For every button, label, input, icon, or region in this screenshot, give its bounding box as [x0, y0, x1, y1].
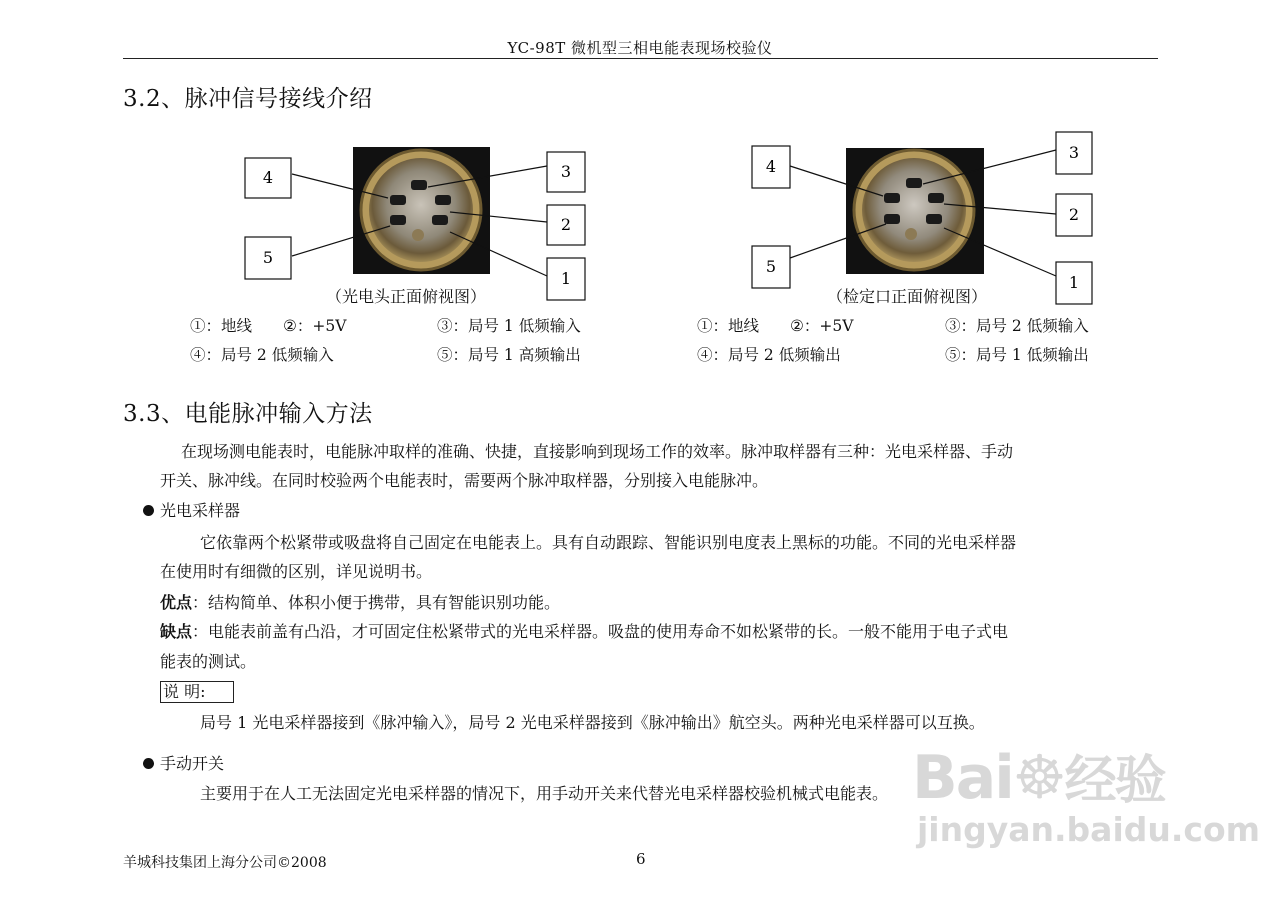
pin-2-shape	[435, 195, 451, 205]
connector-face	[862, 158, 966, 262]
left-legend-pin-4: ④：局号 2 低频输入	[190, 346, 334, 364]
cons-text: ：电能表前盖有凸沿，才可固定住松紧带式的光电采样器。吸盘的使用寿命不如松紧带的长。一般不能用于电子式电	[192, 622, 1009, 641]
label-2: 2	[1068, 205, 1080, 224]
label-4: 4	[262, 168, 274, 187]
paw-icon: ☸	[1012, 743, 1065, 813]
label-3: 3	[560, 162, 572, 181]
intro-paragraph-line-1: 在现场测电能表时，电能脉冲取样的准确、快捷，直接影响到现场工作的效率。脉冲取样器有三种：光电采样器、手动	[181, 442, 1014, 461]
right-legend-pin-2: ②：+5V	[790, 317, 854, 335]
pin-3-shape	[906, 178, 922, 188]
left-legend-pin-3: ③：局号 1 低频输入	[437, 317, 581, 335]
page-header-title: YC-98T 微机型三相电能表现场校验仪	[507, 39, 773, 57]
left-legend-pin-2: ②：+5V	[283, 317, 347, 335]
label-3: 3	[1068, 143, 1080, 162]
pin-4-shape	[390, 195, 406, 205]
section-heading-3-2: 3.2、脉冲信号接线介绍	[123, 86, 373, 112]
left-legend-pin-1: ①：地线	[190, 317, 253, 335]
pros-text: ：结构简单、体积小便于携带，具有智能识别功能。	[192, 593, 561, 612]
label-1: 1	[1068, 273, 1080, 292]
bullet-title: 手动开关	[160, 754, 225, 773]
cons-label: 缺点	[160, 622, 193, 641]
manual-switch-desc: 主要用于在人工无法固定光电采样器的情况下，用手动开关来代替光电采样器校验机械式电能表。	[200, 784, 889, 803]
pin-4-shape	[884, 193, 900, 203]
label-1: 1	[560, 269, 572, 288]
left-connector-diagram	[240, 140, 590, 305]
optical-desc-line-2: 在使用时有细微的区别，详见说明书。	[160, 562, 433, 581]
bullet-icon	[143, 758, 154, 769]
pin-3-shape	[411, 180, 427, 190]
connector-key	[412, 229, 424, 241]
label-4: 4	[765, 157, 777, 176]
bullet-icon	[143, 505, 154, 516]
connector-face	[369, 158, 473, 262]
left-diagram-caption: （光电头正面俯视图）	[326, 287, 487, 306]
label-5: 5	[262, 248, 274, 267]
footer-page-number: 6	[636, 850, 646, 868]
intro-paragraph-line-2: 开关、脉冲线。在同时校验两个电能表时，需要两个脉冲取样器，分别接入电能脉冲。	[160, 471, 769, 490]
watermark-brand: Bai	[912, 743, 1013, 813]
connector-key	[905, 228, 917, 240]
section-heading-3-3: 3.3、电能脉冲输入方法	[123, 401, 373, 427]
right-diagram-caption: （检定口正面俯视图）	[827, 287, 988, 306]
label-5: 5	[765, 257, 777, 276]
footer-company: 羊城科技集团上海分公司©2008	[123, 855, 327, 871]
note-text: 局号 1 光电采样器接到《脉冲输入》，局号 2 光电采样器接到《脉冲输出》航空头。两种光电采样器可以互换。	[200, 713, 985, 732]
pin-5-shape	[390, 215, 406, 225]
optical-desc-line-1: 它依靠两个松紧带或吸盘将自己固定在电能表上。具有自动跟踪、智能识别电度表上黑标的功能。不同的光电采样器	[200, 533, 1017, 552]
pros-line	[160, 588, 560, 618]
pros-label: 优点	[160, 593, 193, 612]
watermark-brand-cn: 经验	[1064, 751, 1165, 811]
label-2: 2	[560, 215, 572, 234]
pin-5-shape	[884, 214, 900, 224]
bullet-manual-switch	[143, 749, 224, 779]
right-legend-pin-3: ③：局号 2 低频输入	[945, 317, 1089, 335]
pin-1-shape	[926, 214, 942, 224]
right-legend-pin-5: ⑤：局号 1 低频输出	[945, 346, 1089, 364]
left-legend-pin-5: ⑤：局号 1 高频输出	[437, 346, 581, 364]
pin-1-shape	[432, 215, 448, 225]
right-connector-diagram	[748, 128, 1098, 308]
right-legend-pin-1: ①：地线	[697, 317, 760, 335]
note-label-box: 说 明:	[160, 681, 234, 703]
header-divider	[123, 58, 1158, 59]
baidu-watermark-logo	[912, 738, 1165, 813]
cons-line-1	[160, 617, 1008, 647]
cons-line-2: 能表的测试。	[160, 652, 257, 671]
right-legend-pin-4: ④：局号 2 低频输出	[697, 346, 841, 364]
watermark-url: jingyan.baidu.com	[917, 810, 1261, 849]
pin-2-shape	[928, 193, 944, 203]
bullet-title: 光电采样器	[160, 501, 241, 520]
bullet-optical-sampler	[143, 496, 240, 526]
